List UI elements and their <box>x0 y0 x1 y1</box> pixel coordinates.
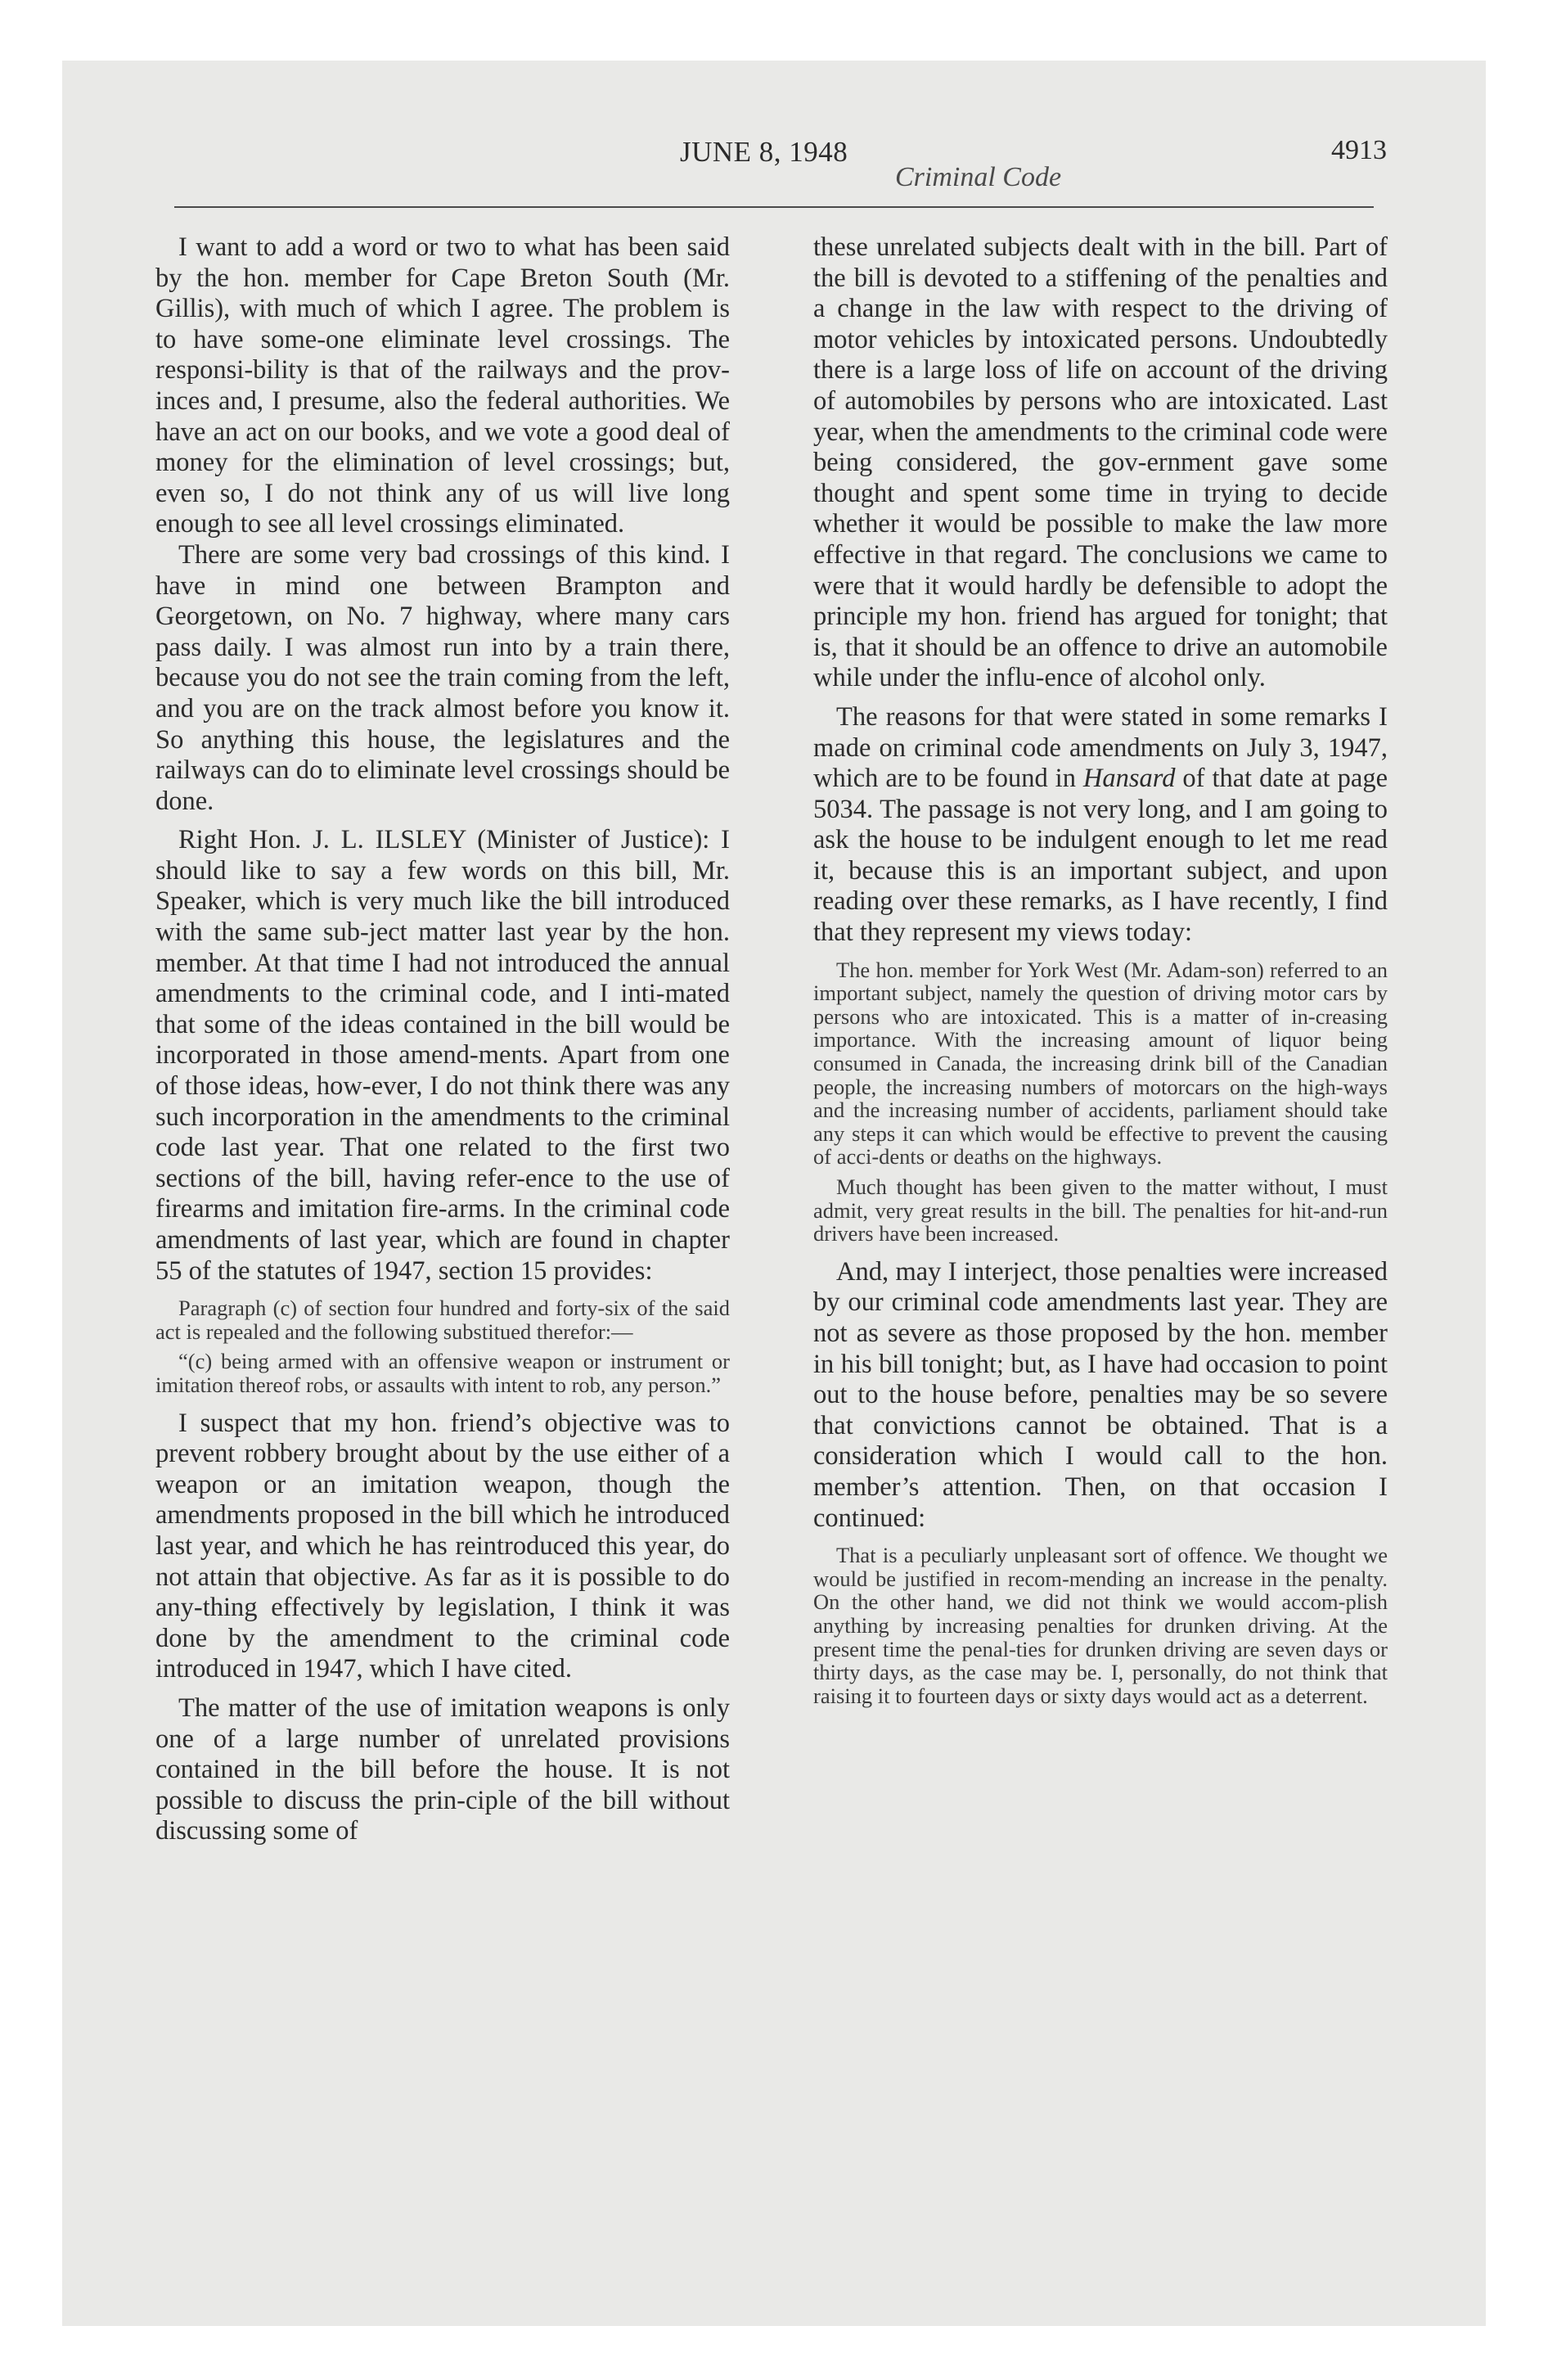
paragraph: There are some very bad crossings of this kind. I have in mind one between Brampton and Georgetown, on No. 7 highway, where many cars pass daily. I was almost run into by a train there, because you do not see the train coming from the left, and you are on the track almost before you know it. So anything this house, the legislatures and the railways can do to eliminate level crossings should be done. <box>155 539 730 816</box>
paragraph-text: The reasons for that were stated in some remarks I made on criminal code amendments on July 3, 1947, which are to be found in <box>813 701 1388 794</box>
header-section-title: Criminal Code <box>895 162 1062 192</box>
page-number: 4913 <box>1331 135 1387 165</box>
paragraph <box>813 702 1388 949</box>
quote-paragraph: Paragraph (c) of section four hundred and forty-six of the said act is repealed and the following substitued therefor:— <box>155 1296 730 1344</box>
quote-paragraph: Much thought has been given to the matter without, I must admit, very great results in the bill. The penalties for hit-and-run drivers have been increased. <box>813 1174 1388 1246</box>
block-quote <box>155 1296 730 1396</box>
paragraph: And, may I interject, those penalties were increased by our criminal code amendments last year. They are not as severe as those proposed by the hon. member in his bill tonight; but, as I have had occasion to point out to the house before, penalties may be so severe that convictions cannot be obtained. That is a consideration which I would call to the hon. member’s attention. Then, on that occasion I continued: <box>813 1256 1388 1533</box>
paragraph: I want to add a word or two to what has been said by the hon. member for Cape Breton South (Mr. Gillis), with much of which I agree. The problem is to have some-one eliminate level crossings. The responsi-bility is that of the railways and the prov-inces and, I presume, also the federal authorities. We have an act on our books, and we vote a good deal of money for the elimination of level crossings; but, even so, I do not think any of us will live long enough to see all level crossings eliminated. <box>155 232 730 539</box>
block-quote <box>813 958 1388 1246</box>
header-rule <box>174 206 1374 208</box>
quote-paragraph: That is a peculiarly unpleasant sort of offence. We thought we would be justified in recom-mending an increase in the penalty. On the other hand, we did not think we would accom-plish anything by increasing penalties for drunken driving. At the present time the penal-ties for drunken driving are seven days or thirty days, as the case may be. I, personally, do not think that raising it to fourteen days or sixty days would act as a deterrent. <box>813 1543 1388 1708</box>
paragraph: I suspect that my hon. friend’s objective was to prevent robbery brought about by the use either of a weapon or an imitation weapon, though the amendments proposed in the bill which he introduced last year, and which he has reintroduced this year, do not attain that objective. As far as it is possible to do any-thing effectively by legislation, I think it was done by the amendment to the criminal code introduced in 1947, which I have cited. <box>155 1408 730 1684</box>
quote-paragraph: The hon. member for York West (Mr. Adam-son) referred to an important subject, namely the question of driving motor cars by persons who are intoxicated. This is a matter of in-creasing importance. With the increasing amount of liquor being consumed in Canada, the increasing drink bill of the Canadian people, the increasing numbers of motorcars on the high-ways and the increasing number of accidents, parliament should take any steps it can which would be effective to prevent the causing of acci-dents or deaths on the highways. <box>813 957 1388 1170</box>
right-column <box>813 232 1388 1719</box>
paragraph-text: (Minister of Justice): I should like to say a few words on this bill, Mr. Speaker, which is very much like the bill introduced with the same sub-ject matter last year by the hon. member. At that time I had not introduced the annual amendments to the criminal code, and I inti-mated that some of the ideas contained in the bill would be incorporated in those amend-ments. Apart from one of those ideas, how-ever, I do not think there was any such incorporation in the amendments to the criminal code last year. That one related to the first two sections of the bill, having refer-ence to the use of firearms and imitation fire-arms. In the criminal code amendments of last year, which are found in chapter 55 of the statutes of 1947, section 15 provides: <box>155 825 730 1286</box>
quote-paragraph: “(c) being armed with an offensive weapon or instrument or imitation thereof robs, or assaults with intent to rob, any person.” <box>155 1349 730 1397</box>
scanned-page <box>62 61 1486 2326</box>
paragraph-text: of that date at page 5034. The passage is not very long, and I am going to ask the house to be indulgent enough to let me read it, because this is an important subject, and upon reading over these remarks, as I have recently, I find that they represent my views today: <box>813 764 1388 948</box>
block-quote <box>813 1544 1388 1707</box>
paragraph: these unrelated subjects dealt with in the bill. Part of the bill is devoted to a stiffening of the penalties and a change in the law with respect to the driving of motor vehicles by intoxicated persons. Undoubtedly there is a large loss of life on account of the driving of automobiles by persons who are intoxicated. Last year, when the amendments to the criminal code were being considered, the gov-ernment gave some thought and spent some time in trying to decide whether it would be possible to make the law more effective in that regard. The conclusions we came to were that it would hardly be defensible to adopt the principle my hon. friend has argued for tonight; that is, that it should be an offence to drive an automobile while under the influ-ence of alcohol only. <box>813 232 1388 693</box>
left-column <box>155 232 730 1847</box>
header-date: JUNE 8, 1948 <box>680 136 848 168</box>
italic-title: Hansard <box>1082 764 1176 794</box>
paragraph <box>155 825 730 1287</box>
speaker-name: Right Hon. J. L. ILSLEY <box>178 825 466 855</box>
page-header <box>62 61 1486 208</box>
paragraph: The matter of the use of imitation weapons is only one of a large number of unrelated provisions contained in the bill before the house. It is not possible to discuss the prin-ciple of the bill without discussing some of <box>155 1693 730 1846</box>
